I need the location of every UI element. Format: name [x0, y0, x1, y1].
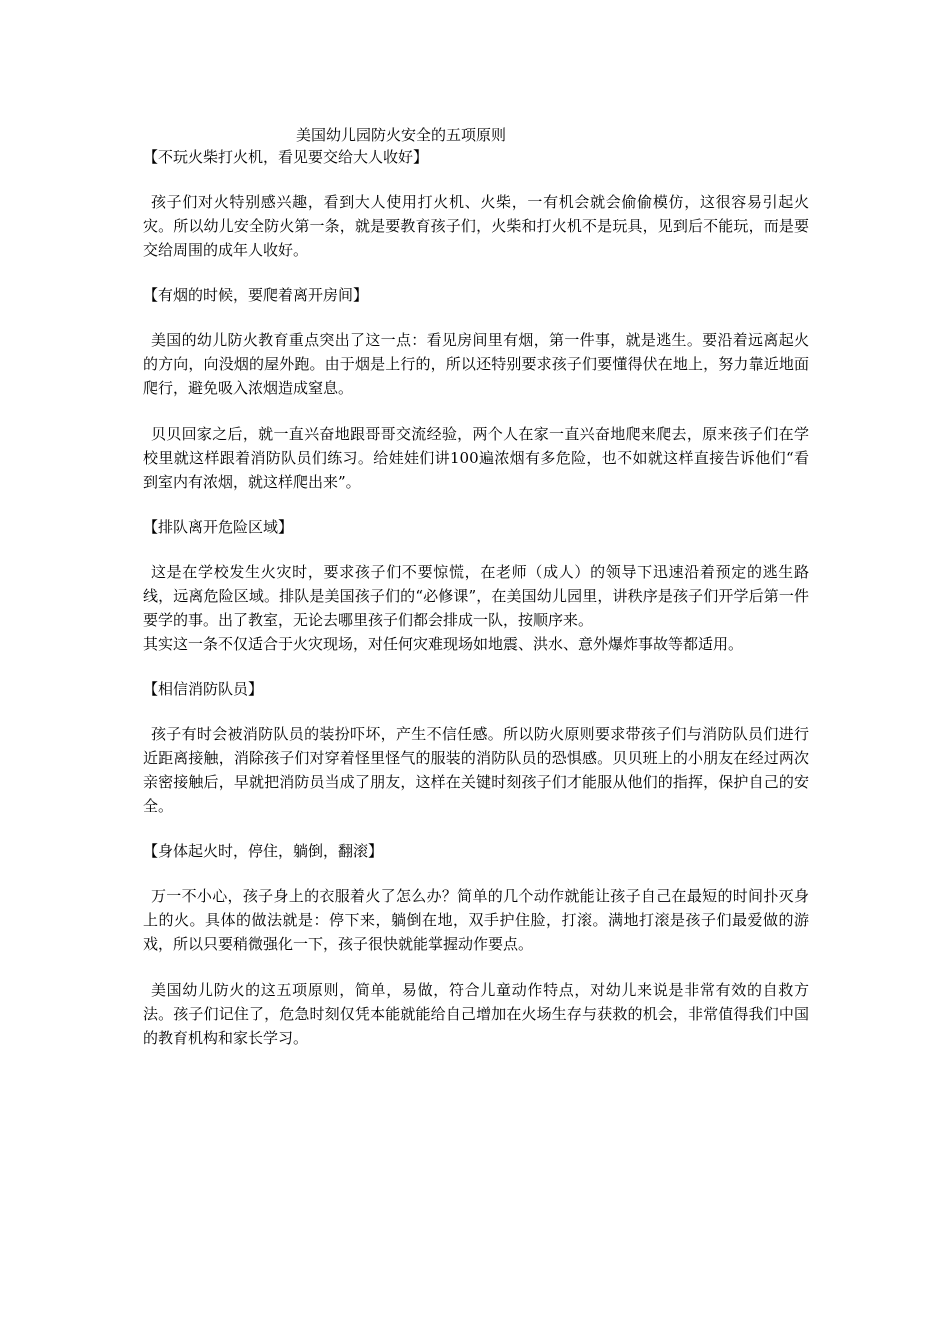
document-title: 美国幼儿园防火安全的五项原则 [296, 126, 507, 144]
conclusion-paragraph: 美国幼儿防火的这五项原则，简单，易做，符合儿童动作特点，对幼儿来说是非常有效的自救方法。孩子们记住了，危急时刻仅凭本能就能给自己增加在火场生存与获救的机会，非常值得我们中国的教育机构和家长学习。 [143, 981, 809, 1047]
section-paragraph-firefighters: 孩子有时会被消防队员的装扮吓坏，产生不信任感。所以防火原则要求带孩子们与消防队员们进行近距离接触，消除孩子们对穿着怪里怪气的服装的消防队员的恐惧感。贝贝班上的小朋友在经过两次亲密接触后，早就把消防员当成了朋友，这样在关键时刻孩子们才能服从他们的指挥，保护自己的安全。 [143, 725, 809, 815]
section-heading-lighters: 【不玩火柴打火机，看见要交给大人收好】 [143, 148, 429, 166]
section-paragraph-line-up-2: 其实这一条不仅适合于火灾现场，对任何灾难现场如地震、洪水、意外爆炸事故等都适用。 [143, 635, 744, 653]
document-page [143, 124, 809, 1050]
section-heading-firefighters: 【相信消防队员】 [143, 680, 264, 698]
section-heading-smoke: 【有烟的时候，要爬着离开房间】 [143, 286, 369, 304]
section-paragraph-lighters: 孩子们对火特别感兴趣，看到大人使用打火机、火柴，一有机会就会偷偷模仿，这很容易引起火灾。所以幼儿安全防火第一条，就是要教育孩子们，火柴和打火机不是玩具，见到后不能玩，而是要交给周围的成年人收好。 [143, 193, 809, 259]
section-paragraph-smoke-2: 贝贝回家之后，就一直兴奋地跟哥哥交流经验，两个人在家一直兴奋地爬来爬去，原来孩子们在学校里就这样跟着消防队员们练习。给娃娃们讲100遍浓烟有多危险，也不如就这样直接告诉他们“看到室内有浓烟，就这样爬出来”。 [143, 425, 809, 491]
section-paragraph-smoke-1: 美国的幼儿防火教育重点突出了这一点：看见房间里有烟，第一件事，就是逃生。要沿着远离起火的方向，向没烟的屋外跑。由于烟是上行的，所以还特别要求孩子们要懂得伏在地上，努力靠近地面爬行，避免吸入浓烟造成窒息。 [143, 331, 809, 397]
section-heading-line-up: 【排队离开危险区域】 [143, 518, 294, 536]
section-heading-stop-drop-roll: 【身体起火时，停住，躺倒，翻滚】 [143, 842, 384, 860]
section-paragraph-stop-drop-roll: 万一不小心，孩子身上的衣服着火了怎么办？简单的几个动作就能让孩子自己在最短的时间扑灭身上的火。具体的做法就是：停下来，躺倒在地，双手护住脸，打滚。满地打滚是孩子们最爱做的游戏，所以只要稍微强化一下，孩子很快就能掌握动作要点。 [143, 887, 809, 953]
section-paragraph-line-up-1: 这是在学校发生火灾时，要求孩子们不要惊慌，在老师（成人）的领导下迅速沿着预定的逃生路线，远离危险区域。排队是美国孩子们的“必修课”，在美国幼儿园里，讲秩序是孩子们开学后第一件要学的事。出了教室，无论去哪里孩子们都会排成一队，按顺序来。 [143, 563, 809, 629]
